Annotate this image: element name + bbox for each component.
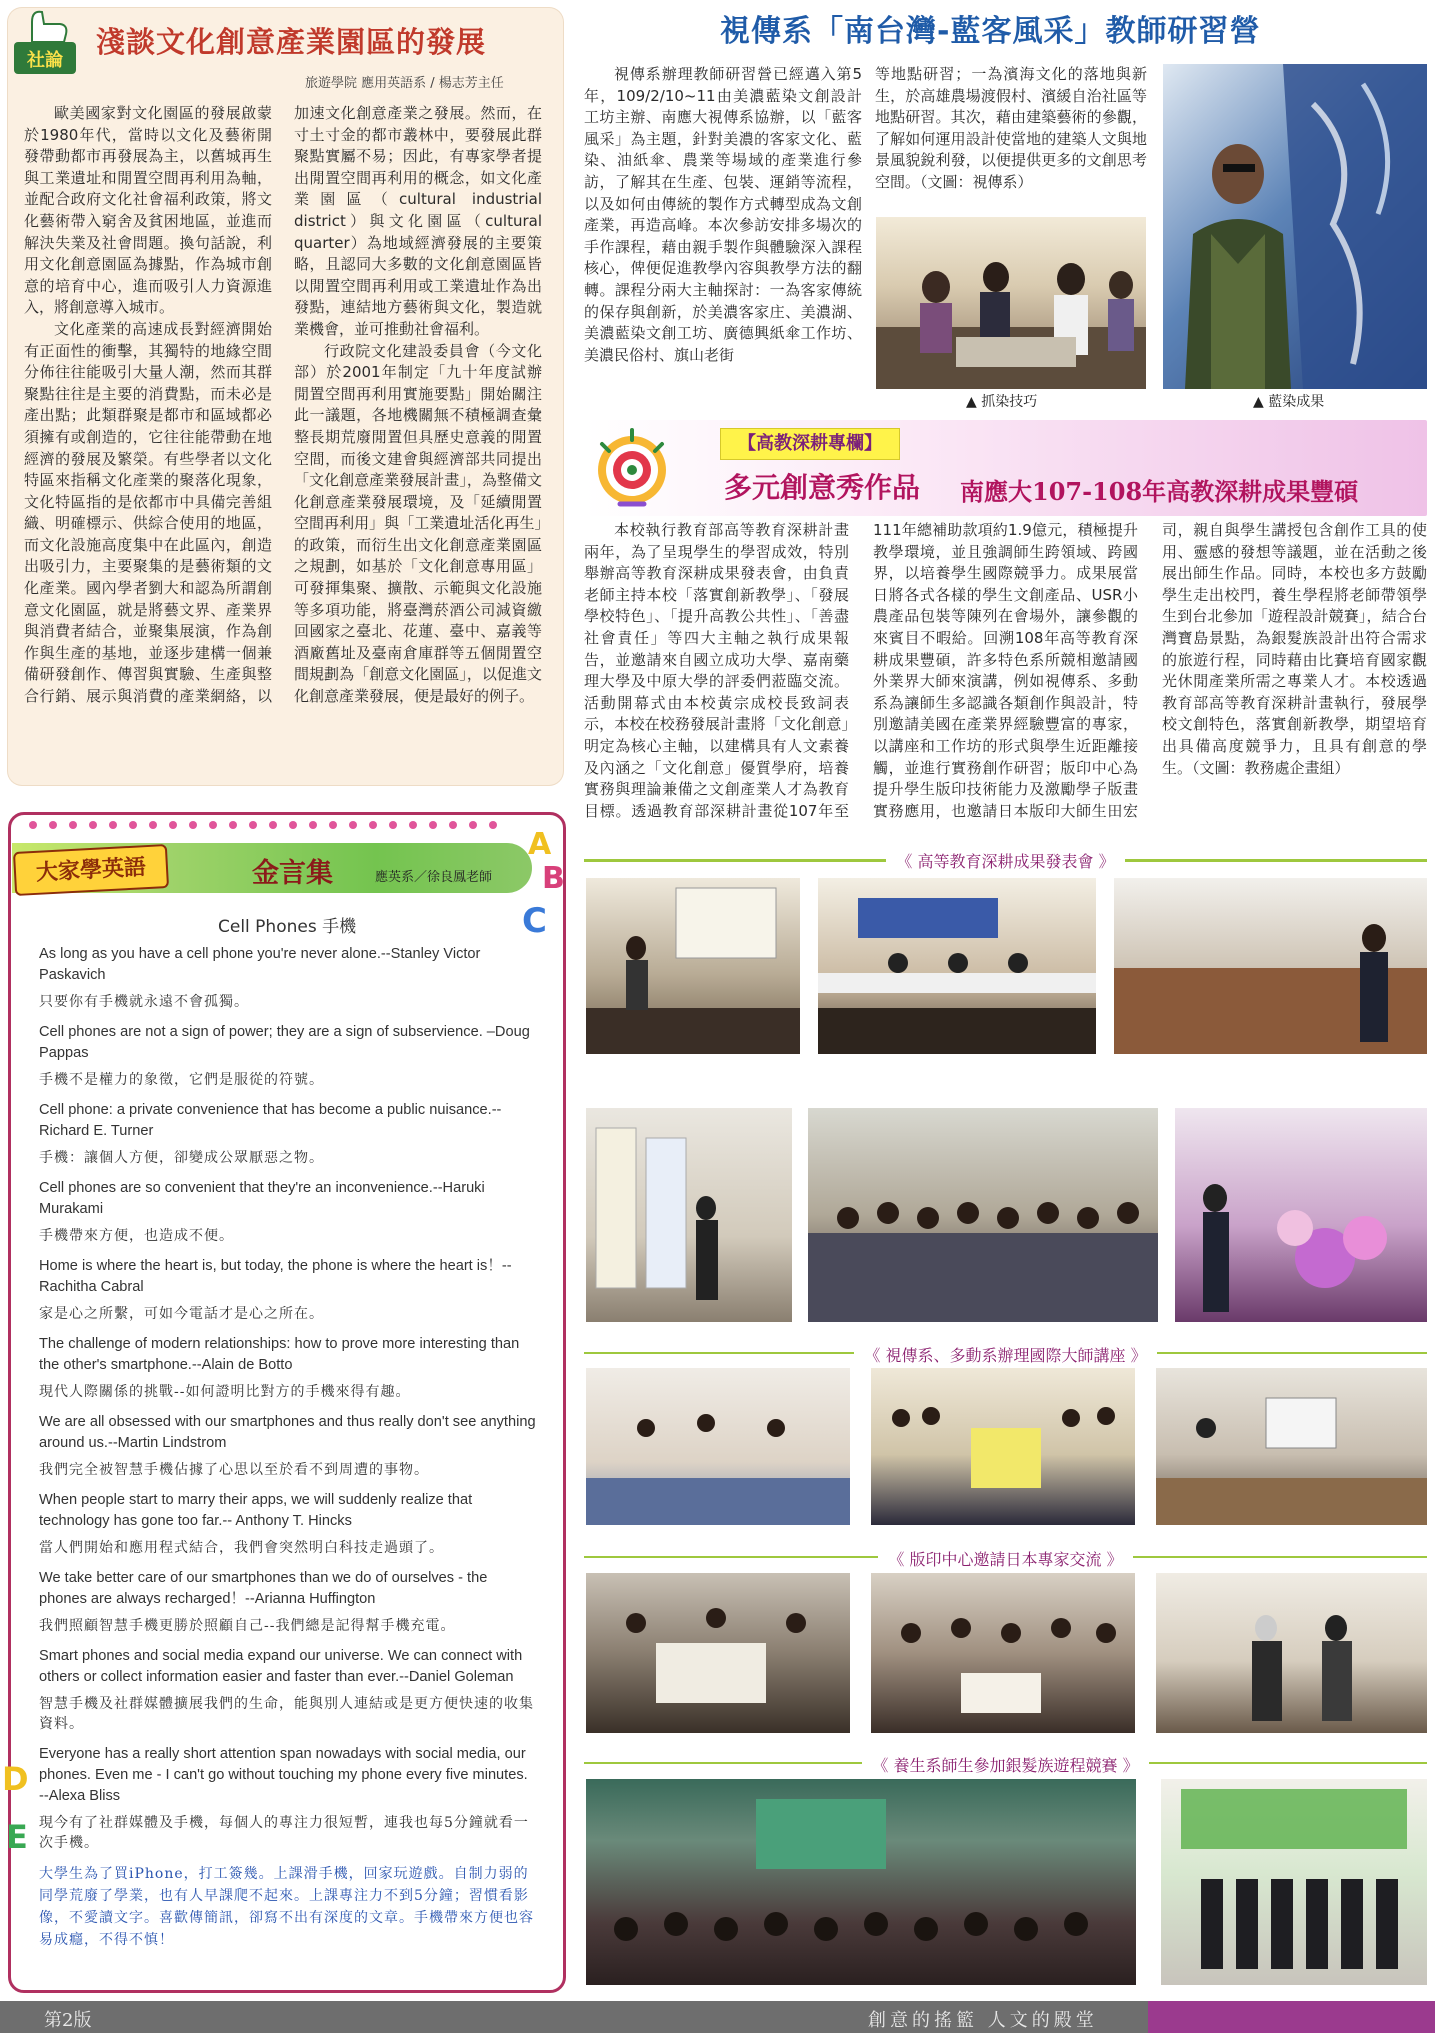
visual-comm-body-b xyxy=(875,64,1147,214)
column-tag xyxy=(720,428,900,460)
photo-printmaking-demo xyxy=(586,1573,850,1733)
caption-indigo-result: ▲ 藍染成果 xyxy=(1253,394,1325,410)
photo-indigo-dye-result xyxy=(1163,64,1427,389)
visual-comm-paragraph-a: 視傳系辦理教師研習營已經邁入第5年，109/2/10~11由美濃藍染文創設計工坊主辦、南應大視傳系協辦，以「藍客風采」為主題，針對美濃的客家文化、藍染、油紙傘、農業等場域的產業進行參訪，了解其在生產、包裝、運銷等流程，以及如何由傳統的製作方式轉型成為文創產業，再造高峰。本次參訪安排多場次的手作課程，藉由親手製作與體驗深入課程核心，俾便促進教學內容與教學方法的翻轉。課程分兩大主軸探討：一為客家傳統的保存與創新，於美濃客家庄、美濃湖、美濃藍染文創工坊、廣德興紙傘工作坊、美濃民俗村、旗山老街 xyxy=(584,65,862,364)
footer-slogan: 創意的搖籃 人文的殿堂 xyxy=(868,2010,1098,2031)
footer-accent xyxy=(1148,2001,1435,2033)
photo-showcase-audience xyxy=(1114,878,1427,1054)
section-caption-text: 《 養生系師生參加銀髮族遊程競賽 》 xyxy=(862,1756,1148,1775)
quote-list xyxy=(39,944,536,1951)
editorial-title: 淺談文化創意產業園區的發展 xyxy=(96,25,487,59)
abc-letters-icon xyxy=(520,822,568,942)
photo-competition-team xyxy=(1161,1779,1427,1985)
quote-english: When people start to marry their apps, we will suddenly realize that technology has gone too far.-- Anthony T. Hincks xyxy=(39,1492,473,1529)
quote-english: Cell phones are so convenient that they're an inconvenience.--Haruki Murakami xyxy=(39,1180,485,1217)
section-caption-printmaking xyxy=(584,1547,1427,1570)
section-caption-lecture xyxy=(584,1343,1427,1366)
editorial-badge-text: 社論 xyxy=(27,50,63,71)
editorial-paragraph: 行政院文化建設委員會（今文化部）於2001年制定「九十年度試辦閒置空間再利用實施要點」開始關注此一議題，各地機關無不積極調查彙整長期荒廢閒置但具歷史意義的閒置空間，而後文建會與經濟部共同提出「文化創意產業發展計畫」，為整備文化創意產業發展環境，及「延續閒置空間再利用」與「工業遺址活化再生」的政策，而衍生出文化創意產業園區之規劃，如基於「文化創意專用區」可發揮集聚、擴散、示範與文化設施等多項功能，將臺灣菸酒公司減資繳回國家之臺北、花蓮、臺中、嘉義等酒廠舊址及臺南倉庫群等五個閒置空間規劃為「創意文化園區」，以促進文化創意產業發展，便是最好的例子。 xyxy=(294,341,542,706)
quote-closing-note: 大學生為了買iPhone，打工簽幾。上課滑手機，回家玩遊戲。自制力弱的同學荒廢了學業，也有人早課爬不起來。上課專注力不到5分鐘；習慣看影像，不愛讀文字。喜歡傳簡訊，卻寫不出有深度的文章。手機帶來方便也容易成癮，不得不慎！ xyxy=(39,1866,534,1948)
svg-text:A: A xyxy=(528,827,552,862)
higher-ed-subtitle: 南應大107-108年高教深耕成果豐碩 xyxy=(960,477,1359,506)
quote-english: We take better care of our smartphones than we do of ourselves - the phones are always recharged！--Arianna Huffington xyxy=(39,1570,488,1607)
svg-text:E: E xyxy=(6,1818,28,1856)
english-badge xyxy=(13,844,169,896)
quote-english: Cell phones are not a sign of power; they are a sign of subservience. –Doug Pappas xyxy=(39,1024,530,1061)
visual-comm-paragraph-b: 等地點研習；一為濱海文化的落地與新生，於高雄農場渡假村、濱緩自治社區等地點研習。其次，藉由建築藝術的參觀，了解如何運用設計使當地的建築人文與地景風貌銳利發，以便提供更多的文創思考空間。（文圖：視傳系） xyxy=(875,65,1147,191)
quote-chinese: 手機：讓個人方便，卻變成公眾厭惡之物。 xyxy=(39,1150,324,1166)
section-caption-text: 《 高等教育深耕成果發表會 》 xyxy=(886,852,1124,871)
quote-chinese: 我們照顧智慧手機更勝於照顧自己--我們總是記得幫手機充電。 xyxy=(39,1618,456,1634)
section-caption-silver-travel xyxy=(584,1753,1427,1776)
quote-chinese: 只要你有手機就永遠不會孤獨。 xyxy=(39,994,249,1010)
column-tag-text: 【高教深耕專欄】 xyxy=(738,433,882,454)
editorial-paragraph: 文化產業的高速成長對經濟開始有正面性的衝擊，其獨特的地緣空間分佈往往能吸引大量人潮，然而其群聚點往往是主要的消費點，而未必是產出點；此類群聚是都市和區域都必須擁有或創造的，它往往能帶動在地經濟的發展及繁榮。有些學者以文化特區來指稱文化產業的聚落化現象，文化特區指的是依都市中具備完善組織、明確標示、供綜合使用的地區，而文化設施高度集中在此區內，創造出吸引力，主要聚集的是藝術類的文化產業。國內學者劉大和認為所謂創意文化園區，就是將藝文界、產業界與消費者結合，並聚集展演，作為創作與生產的基地，並逐步建構一個兼備研發創作、傳習與實驗、生產與整合行銷、展示與消費的產業網絡，以加速文化創意產業之發展。然而，在寸土寸金的都市叢林中，要發展此群聚點實屬不易；因此，有專家學者提出閒置空間再利用的概念，如文化產業園區（cultural industrial district）與文化園區（cultural quarter）為地域經濟發展的主要策略，且認同大多數的文化創意園區皆以閒置空間再利用或工業遺址作為出發點，連結地方藝術與文化，製造就業機會，並可推動社會福利。 xyxy=(24,104,542,706)
visual-comm-title: 視傳系「南台灣-藍客風采」教師研習營 xyxy=(720,14,1261,49)
editorial-paragraph: 歐美國家對文化園區的發展啟蒙於1980年代，當時以文化及藝術開發帶動都市再發展為主，以舊城再生與工業遺址和閒置空間再利用為軸，並配合政府文化社會福利政策，將文化藝術帶入窮舍及貧困地區，並進而解決失業及社會問題。換句話說，利用文化創意園區為據點，作為城市創意的培育中心，進而吸引人力資源進入，將創意導入城市。 xyxy=(24,104,272,317)
quote-chinese: 現今有了社群媒體及手機，每個人的專注力很短暫，連我也每5分鐘就看一次手機。 xyxy=(39,1815,529,1851)
photo-tie-dye-technique xyxy=(876,217,1146,389)
photo-lecture-speaker xyxy=(1156,1368,1427,1525)
svg-text:B: B xyxy=(542,861,565,896)
caption-tie-dye: ▲ 抓染技巧 xyxy=(966,394,1038,410)
quote-english: We are all obsessed with our smartphones and thus really don't see anything around us.--Martin Lindstrom xyxy=(39,1414,536,1451)
page-number: 第2版 xyxy=(44,2010,92,2031)
quote-chinese: 我們完全被智慧手機佔據了心思以至於看不到周遭的事物。 xyxy=(39,1462,429,1478)
english-topic: Cell Phones 手機 xyxy=(218,917,357,937)
higher-ed-title: 多元創意秀作品 xyxy=(724,471,921,504)
section-caption-text: 《 視傳系、多動系辦理國際大師講座 》 xyxy=(854,1346,1156,1365)
quote-english: Everyone has a really short attention span nowadays with social media, our phones. Even me - I can't go without touching my phone every five minutes. --Alexa Bliss xyxy=(39,1746,528,1804)
quote-chinese: 家是心之所繫，可如今電話才是心之所在。 xyxy=(39,1306,324,1322)
higher-ed-paragraph: 本校執行教育部高等教育深耕計畫兩年，為了呈現學生的學習成效，特別舉辦高等教育深耕成果發表會，由負責老師主持本校「落實創新教學」、「發展學校特色」、「提升高教公共性」、「善盡社會責任」等四大主軸之執行成果報告，並邀請來自國立成功大學、嘉南藥理大學及中原大學的評委們蒞臨交流。活動開幕式由本校黃宗成校長致詞表示，本校在校務發展計畫將「文化創意」明定為核心主軸，以建構具有人文素養及內涵之「文化創意」優質學府，培養實務與理論兼備之文創產業人才為教育目標。透過教育部深耕計畫從107年至111年總補助款項約1.9億元，積極提升教學環境，並且強調師生跨領域、跨國界，以培養學生國際競爭力。成果展當日將各式各樣的學生文創產品、USR小農產品包裝等陳列在會場外，讓參觀的來賓目不暇給。回溯108年高等教育深耕成果豐碩，許多特色系所競相邀請國外業界大師來演講，例如視傳系、多動系為讓師生多認識各類創作與設計，特別邀請美國在產業界經驗豐富的專家，以講座和工作坊的形式與學生近距離接觸，並進行實務創作研習；版印中心為提升學生版印技術能力及激勵學子版畫實務應用，也邀請日本版印大師生田宏司，親自與學生講授包含創作工具的使用、靈感的發想等議題，並在活動之後展出師生作品。同時，本校也多方鼓勵學生走出校門，養生學程將老師帶領學生到台北參加「遊程設計競賽」，結合台灣寶島景點，為銀髮族設計出符合需求的旅遊行程，同時藉由比賽培育國家觀光休閒產業所需之專業人才。本校透過教育部高等教育深耕計畫執行，發展學校文創特色，落實創新教學，期望培育出具備高度競爭力，且具有創意的學生。（文圖：教務處企畫組） xyxy=(584,521,1427,820)
quote-english: Smart phones and social media expand our universe. We can connect with others or collect information easier and faster than ever.--Daniel Goleman xyxy=(39,1648,523,1685)
quote-chinese: 手機帶來方便，也造成不便。 xyxy=(39,1228,234,1244)
svg-text:D: D xyxy=(2,1760,29,1798)
editorial-body xyxy=(24,103,542,775)
photo-showcase-speech xyxy=(586,878,800,1054)
quote-chinese: 手機不是權力的象徵，它們是服從的符號。 xyxy=(39,1072,324,1088)
photo-printmaking-crowd xyxy=(871,1573,1135,1733)
decorative-dots xyxy=(26,818,526,832)
quote-english: As long as you have a cell phone you're never alone.--Stanley Victor Paskavich xyxy=(39,946,481,983)
english-author: 應英系／徐良鳳老師 xyxy=(375,870,493,885)
photo-lecture-group xyxy=(871,1368,1135,1525)
svg-text:C: C xyxy=(522,901,547,941)
higher-ed-body xyxy=(584,520,1427,846)
quote-english: The challenge of modern relationships: how to prove more interesting than the other's smartphone.--Alain de Botto xyxy=(39,1336,520,1373)
photo-printmaking-award xyxy=(1156,1573,1427,1733)
editorial-byline: 旅遊學院 應用英語系 / 楊志芳主任 xyxy=(305,76,504,91)
thumbs-up-icon xyxy=(10,4,82,78)
section-caption-showcase xyxy=(584,849,1427,872)
quote-chinese: 現代人際關係的挑戰--如何證明比對方的手機來得有趣。 xyxy=(39,1384,411,1400)
photo-competition-hall xyxy=(586,1779,1136,1985)
quote-chinese: 智慧手機及社群媒體擴展我們的生命，能與別人連結或是更方便快速的收集資料。 xyxy=(39,1696,534,1732)
visual-comm-body-a xyxy=(584,64,862,408)
quote-english: Home is where the heart is, but today, the phone is where the heart is！-- Rachitha Cabral xyxy=(39,1258,512,1295)
photo-lecture-classroom xyxy=(586,1368,850,1525)
photo-poster-exhibit xyxy=(586,1108,792,1322)
target-lightbulb-icon xyxy=(590,424,674,512)
photo-group-showcase xyxy=(808,1108,1158,1322)
de-letters-icon xyxy=(0,1750,40,1860)
quote-chinese: 當人們開始和應用程式結合，我們會突然明白科技走過頭了。 xyxy=(39,1540,444,1556)
photo-showcase-panel xyxy=(818,878,1096,1054)
section-caption-text: 《 版印中心邀請日本專家交流 》 xyxy=(878,1550,1132,1569)
quote-english: Cell phone: a private convenience that has become a public nuisance.--Richard E. Turner xyxy=(39,1102,502,1139)
english-badge-text: 大家學英語 xyxy=(35,854,147,886)
photo-floral-display xyxy=(1175,1108,1427,1322)
english-title: 金言集 xyxy=(252,858,333,889)
